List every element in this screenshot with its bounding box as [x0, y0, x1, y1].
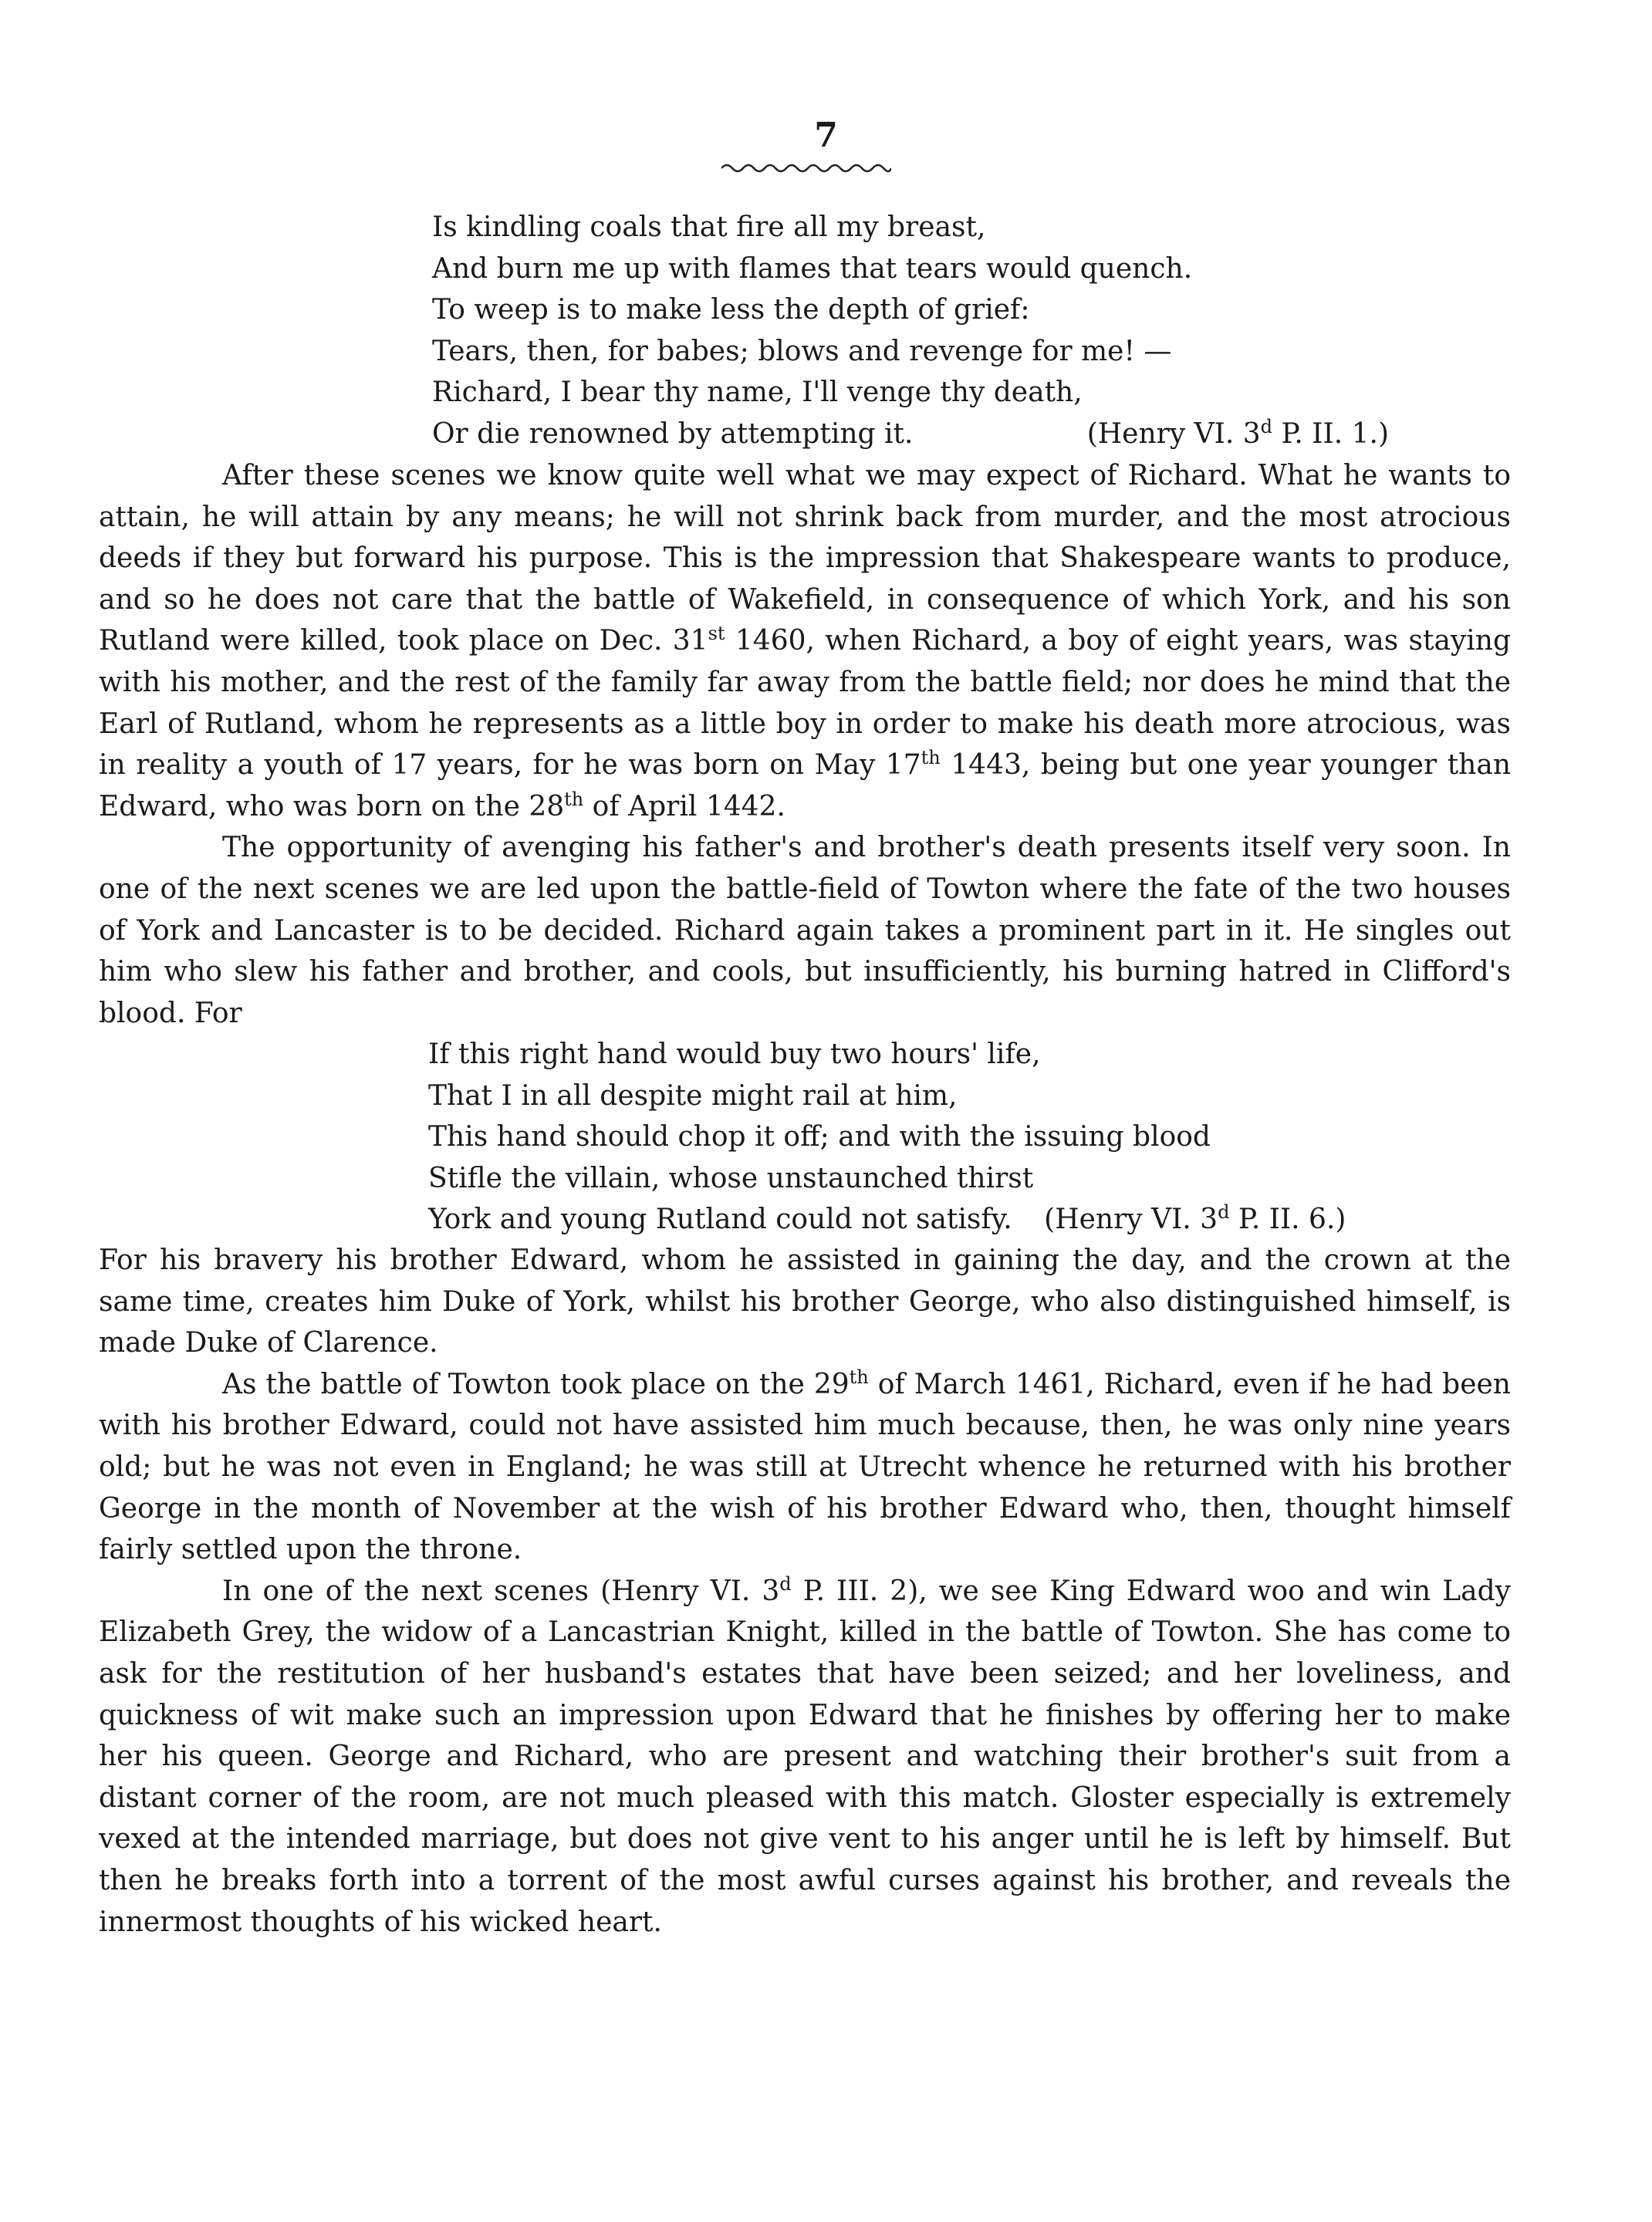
paragraph-2: The opportunity of avenging his father's and brother's death presents itself very soon. In one of the next scenes we are led upon the battle-field of Towton where the fate of the two houses of York and Lancaster is to be decided. Richard again takes a prominent part in it. He singles out him who slew his father and brother, and cools, but insufficiently, his burning hatred in Clifford's blood. For [99, 832, 1511, 1029]
verse-quote-2 [428, 1034, 1524, 1241]
verse-line-with-citation [432, 414, 1389, 455]
verse-line: That I in all despite might rail at him, [428, 1079, 958, 1112]
verse-line: This hand should chop it off; and with the issuing blood [428, 1121, 1211, 1153]
paragraph-5: In one of the next scenes (Henry VI. 3$^d$ P. III. 2), we see King Edward woo and win Lady Elizabeth Grey, the widow of a Lancastrian Knight, killed in the battle of Towton. She has come to ask for the restitution of her husband's estates that have been seized; and her loveliness, and quickness of wit make such an impression upon Edward that he finishes by offering her to make her his queen. George and Richard, who are present and watching their brother's suit from a distant corner of the room, are not much pleased with this match. Gloster especially is extremely vexed at the intended marriage, but does not give vent to his anger until he is left by himself. But then he breaks forth into a torrent of the most awful curses against his brother, and reveals the innermost thoughts of his wicked heart. [99, 1572, 1512, 1938]
verse-line: Is kindling coals that fire all my breast, [432, 211, 986, 243]
verse-line-with-citation [428, 1199, 1524, 1241]
wavy-ornament-divider [721, 160, 891, 176]
prose-block-2 [99, 1240, 1511, 1943]
page-number: 7 [814, 116, 838, 155]
paragraph-4: As the battle of Towton took place on the 29th of March 1461, Richard, even if he had been with his brother Edward, could not have assisted him much because, then, he was only nine years old; but he was not even in England; he was still at Utrecht whence he returned with his brother George in the month of November at the wish of his brother Edward who, then, thought himself fairly settled upon the throne. [99, 1366, 1511, 1566]
verse-line: Tears, then, for babes; blows and revenge for me! — [432, 335, 1172, 367]
citation: (Henry VI. 3$^d$ P. II. 6.) [1044, 1201, 1346, 1236]
verse-line: Stifle the villain, whose unstaunched thirst [428, 1162, 1034, 1194]
verse-line: To weep is to make less the depth of grief: [432, 294, 1030, 326]
prose-block-1 [99, 455, 1511, 1034]
paragraph-3: For his bravery his brother Edward, whom he assisted in gaining the day, and the crown at the same time, creates him Duke of York, whilst his brother George, who also distinguished himself, is made Duke of Clarence. [99, 1244, 1511, 1359]
verse-quote-1 [432, 207, 1528, 455]
verse-line: And burn me up with flames that tears would quench. [432, 252, 1193, 285]
verse-line: Richard, I bear thy name, I'll venge thy death, [432, 377, 1083, 409]
citation: (Henry VI. 3$^d$ P. II. 1.) [1086, 415, 1389, 450]
verse-line: York and young Rutland could not satisfy. [428, 1204, 1012, 1236]
verse-line: Or die renowned by attempting it. [432, 417, 914, 450]
paragraph-1: After these scenes we know quite well what we may expect of Richard. What he wants to attain, he will attain by any means; he will not shrink back from murder, and the most atrocious deeds if they but forward his purpose. This is the impression that Shakespeare wants to produce, and so he does not care that the battle of Wakefield, in consequence of which York, and his son Rutland were killed, took place on Dec. 31st 1460, when Richard, a boy of eight years, was staying with his mother, and the rest of the family far away from the battle field; nor does he mind that the Earl of Rutland, whom he represents as a little boy in order to make his death more atrocious, was in reality a youth of 17 years, for he was born on May 17th 1443, being but one year younger than Edward, who was born on the 28th of April 1442. [99, 460, 1512, 822]
verse-line: If this right hand would buy two hours' life, [428, 1038, 1041, 1070]
